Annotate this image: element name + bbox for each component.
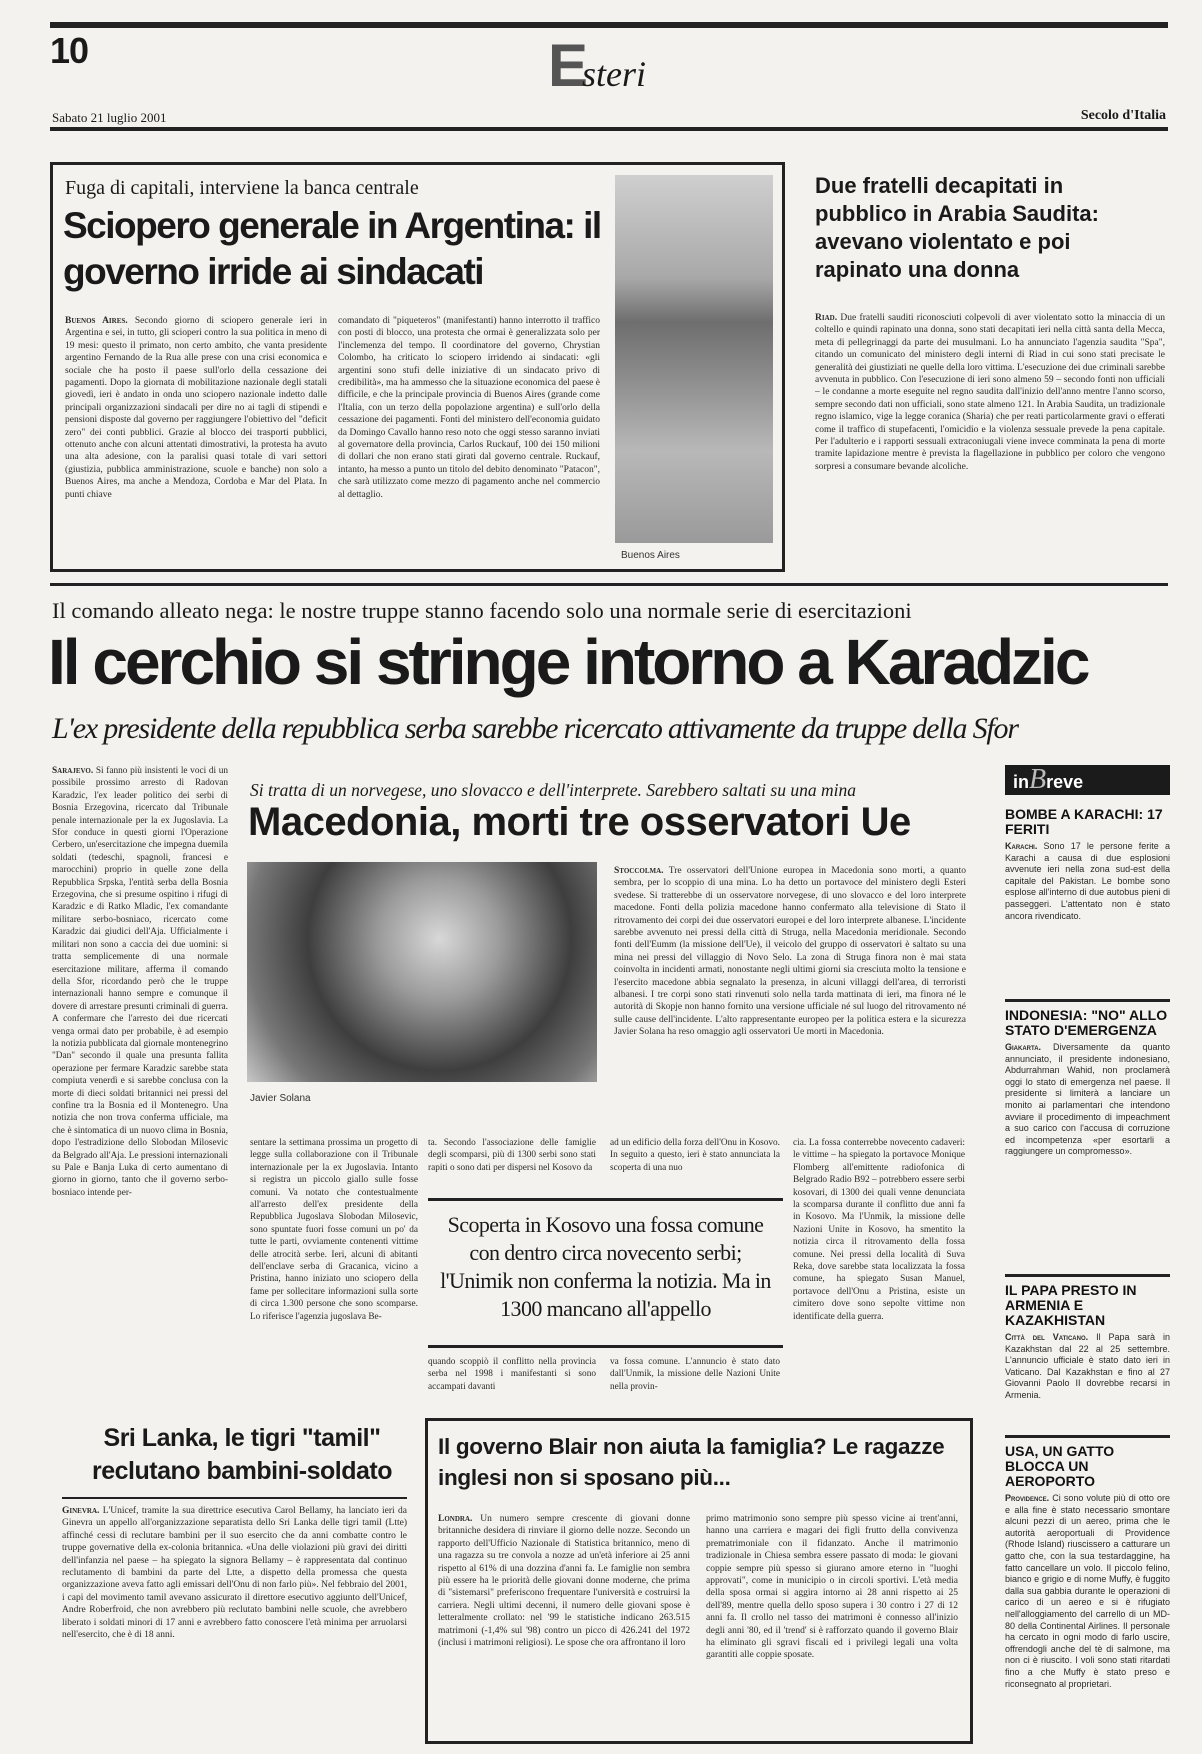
argentina-dateline: Buenos Aires. bbox=[65, 316, 128, 326]
brevi-item-dateline: Karachi. bbox=[1005, 841, 1038, 851]
brevi-column bbox=[1005, 765, 1170, 1740]
karadzic-col3b: quando scoppiò il conflitto nella provincia serba nel 1998 i manifestanti si sono accampati davanti bbox=[428, 1357, 596, 1392]
karadzic-headline: Il cerchio si stringe intorno a Karadzic bbox=[48, 626, 1088, 698]
argentina-col1-text: Secondo giorno di sciopero generale ieri in Argentina e sei, in tutto, gli scioperi contro la sua politica in meno di 19 mesi: questo il primato, non certo ambito, che vanta presidente argentino Fernando de la Rua alle prese con una crisi economica e sociale che ha posto il paese sull'orlo della cessazione dei pagamenti. Dopo la giornata di mobilitazione nazionale degli statali giovedì, ieri è andato in onda uno sciopero nazionale indetto dalle principali organizzazioni sindacali per dire no ai tagli di stipendi e pensioni disposte dal governo per raggiungere l'obiettivo del "deficit zero" dei conti pubblici. Grazie al blocco dei trasporti pubblici, ottenuto anche con alcuni attentati dimostrativi, la protesta ha avuto una alta adesione, con la paralisi quasi totale di vari settori (giustizia, pubblica amministrazione, scuole e banche) non solo a Buenos Aires, ma anche a Mendoza, Cordoba e Mar del Plata. In punti chiave bbox=[65, 316, 327, 500]
karadzic-col2: sentare la settimana prossima un progetto di legge sulla collaborazione con il Tribunale internazionale per la ex Jugoslavia. Intanto si registra un piccolo giallo sulle fosse comuni. Va notato che contestualmente all'arresto dell'ex presidente della Repubblica Jugoslava Slobodan Milosevic, sono spuntate fuori fosse comuni un po' da tutte le parti, ovviamente contenenti vittime delle atrocità serbe. Ieri, alcuni di abitanti dell'enclave serba di Gracanica, vicino a Pristina, hanno iniziato uno sciopero della fame per sollecitare informazioni sulla sorte di circa 1.300 persone che sono scomparse. Lo riferisce l'agenzia jugoslava Be- bbox=[250, 1138, 418, 1322]
srilanka-dateline: Ginevra. bbox=[62, 1506, 100, 1516]
argentina-article bbox=[50, 162, 785, 572]
brevi-item-body bbox=[1005, 1332, 1170, 1427]
brevi-separator bbox=[1005, 1274, 1170, 1277]
blair-dateline: Londra. bbox=[438, 1514, 473, 1524]
macedonia-kicker: Si tratta di un norvegese, uno slovacco e dell'interprete. Sarebbero saltati su una mina bbox=[250, 780, 856, 800]
blair-headline: Il governo Blair non aiuta la famiglia? Le ragazze inglesi non si sposano più... bbox=[438, 1434, 945, 1490]
fossa-box bbox=[428, 1198, 783, 1348]
srilanka-text: L'Unicef, tramite la sua direttrice esecutiva Carol Bellamy, ha lanciato ieri da Ginevra un appello all'organizzazione separatista dello Sri Lanka delle tigri tamil (Ltte) affinché cessi di reclutare bambini per il suo esercito che da anni combatte contro le truppe governative della ex-colonia britannica. «Una delle violazioni più gravi dei diritti dell'infanzia nel paese – ha spiegato la signora Bellamy – è rappresentata dal continuo reclutamento di bambini da parte del Ltte, a dispetto della promessa che questa organizzazione aveva fatto agli emissari dell'Onu di non farlo più». Nel febbraio del 2001, i capi del movimento tamil avevano assicurato il direttore esecutivo aggiunto dell'Unicef, Andre Roberfroid, che non avrebbero più reclutato bambini nelle scuole, che avrebbero liberato i soldati minori di 17 anni e avrebbero fatto conoscere l'età minima per arruolarsi nell'esercito, che è di 18 anni. bbox=[62, 1506, 407, 1641]
blair-col1 bbox=[438, 1513, 690, 1733]
brevi-separator bbox=[1005, 999, 1170, 1002]
argentina-col1 bbox=[65, 315, 327, 560]
brevi-item-body bbox=[1005, 1042, 1170, 1266]
brevi-item-text: Ci sono volute più di otto ore e alla fine è stato necessario smontare alcuni pezzi di un aereo, prima che le autorità aeroportuali di Providence (Rhode Island) riuscissero a catturare un gatto che, con la sua testardaggine, ha fatto cancellare un volo. Il piccolo felino, bianco e grigio e di nome Muffy, è fuggito dalla sua gabbia durante le operazioni di carico di un aereo e si è rifugiato nell'alloggiamento del carrello di un MD-80 della Continental Airlines. Il personale ha cercato in ogni modo di farlo uscire, offrendogli anche del tè di salmone, ma non ci è riuscito. I voli sono stati ritardati fino a che Muffy è stato preso e riconsegnato al proprietari. bbox=[1005, 1493, 1170, 1689]
blair-col2: primo matrimonio sono sempre più spesso vicine ai trent'anni, hanno una carriera e magari dei figli frutto della convivenza prematrimoniale con il fidanzato. Anche il matrimonio tradizionale in Chiesa sembra essere passato di moda: le giovani coppie sempre più spesso si giurano amore eterno in "luoghi approvati", come in municipio o in circoli sportivi. L'età media della sposa ormai si aggira intorno ai 28 anni rispetto ai 25 dell'89, mentre quella dello sposo supera i 30 contro i 27 di 12 anni fa. Il crollo nel tasso dei matrimoni è connesso all'inizio degli anni '80, ed il 'trend' si è rafforzato quando il governo Blair ha eliminato gli sgravi fiscali ed i privilegi legali una volta garantiti alle coppie sposate. bbox=[706, 1514, 958, 1661]
javier-solana-caption: Javier Solana bbox=[250, 1093, 311, 1104]
arabia-text-block bbox=[815, 312, 1165, 562]
brevi-item-title: USA, UN GATTO BLOCCA UN AEROPORTO bbox=[1005, 1443, 1115, 1489]
brevi-item-body bbox=[1005, 841, 1170, 991]
karadzic-col1-text: Si fanno più insistenti le voci di un possibile prossimo arresto di Radovan Karadzic, l'ex leader politico dei serbi di Bosnia Erzegovina, ricercato dal Tribunale penale internazionale per la ex Jugoslavia. La Sfor conduce in questi giorni l'Operazione Cerbero, un'esercitazione che impegna duemila soldati (tedeschi, spagnoli, francesi e marocchini) proprio in quelle zone della Repubblica Srpska, l'entità serba della Bosnia Erzegovina, che si presume ospitino i rifugi di Karadzic e di Ratko Mladic, l'ex comandante militare serbo-bosniaco, ricercato come Karadzic dai giudici dell'Aja. Ufficialmente i militari non sono a caccia dei due uomini: si tratta semplicemente di una normale esercitazione militare, afferma il comando della Sfor, ricordando però che le truppe internazionali hanno sempre e comunque il dovere di arrestare presunti criminali di guerra. A confermare che l'arresto dei due ricercati venga ormai dato per probabile, è ad esempio la notizia pubblicata dal giornale montenegrino "Dan" secondo il quale una presunta fallita operazione per fermare Karadzic sarebbe stata compiuta venerdì e si sarebbe conclusa con la morte di dieci soldati britannici nei pressi del confine tra la Bosnia ed il Montenegro. Una notizia che non trova conferma ufficiale, ma che è sintomatica di un nuovo clima in Bosnia, dopo l'estradizione dello Slobodan Milosevic da Belgrado all'Aja. Le pressioni internazionali su Pale e Banja Luka di certo aumentano di giorno in giorno, tanto che il governo serbo-bosniaco intende per- bbox=[52, 766, 228, 1198]
arabia-headline: Due fratelli decapitati in pubblico in Arabia Saudita: avevano violentato e poi rapinato una donna bbox=[815, 173, 1099, 282]
javier-solana-photo bbox=[247, 862, 597, 1082]
page-number: 10 bbox=[50, 30, 89, 71]
section-initial: E bbox=[548, 32, 589, 99]
macedonia-dateline: Stoccolma. bbox=[614, 866, 664, 876]
buenos-aires-photo bbox=[615, 175, 773, 543]
brevi-header-in: in bbox=[1013, 772, 1029, 792]
macedonia-headline: Macedonia, morti tre osservatori Ue bbox=[248, 800, 911, 844]
karadzic-col3: ta. Secondo l'associazione delle famiglie degli scomparsi, più di 1300 serbi sono stati rapiti o sono dati per dispersi nel Kosovo da bbox=[428, 1138, 596, 1173]
karadzic-col1 bbox=[52, 765, 228, 1385]
issue-date: Sabato 21 luglio 2001 bbox=[52, 110, 167, 125]
karadzic-col4b: va fossa comune. L'annuncio è stato dato dall'Unmik, la missione delle Nazioni Unite nella provin- bbox=[610, 1357, 780, 1392]
brevi-separator bbox=[1005, 1435, 1170, 1438]
brevi-header-b: B bbox=[1029, 765, 1047, 795]
argentina-kicker: Fuga di capitali, interviene la banca centrale bbox=[65, 177, 419, 199]
brevi-item-dateline: Giakarta. bbox=[1005, 1042, 1042, 1052]
macedonia-text-block bbox=[614, 865, 966, 1110]
brevi-header bbox=[1005, 765, 1170, 795]
fossa-box-text: Scoperta in Kosovo una fossa comune con dentro circa novecento serbi; l'Unimik non conferma la notizia. Ma in 1300 mancano all'appello bbox=[440, 1212, 771, 1321]
karadzic-col5: cia. La fossa conterrebbe novecento cadaveri: le vittime – ha spiegato la portavoce Monique Flomberg all'emittente radiofonica di Belgrado Radio B92 – potrebbero essere serbi kosovari, di 1300 dei quali venne denunciata la scomparsa durante il conflitto due anni fa in Kosovo. Ma l'Unmik, la missione delle Nazioni Unite in Kosovo, ha smentito la notizia circa il ritrovamento della fossa comune. Nei pressi della località di Suva Reka, dove sarebbe stata localizzata la fossa comune, ha spiegato Susan Manuel, portavoce dell'Onu a Pristina, esiste un cimitero dove sono sepolte vittime non identificate della guerra. bbox=[793, 1138, 965, 1322]
karadzic-col4: ad un edificio della forza dell'Onu in Kosovo. In seguito a questo, ieri è stato annunciata la scoperta di una nuo bbox=[610, 1138, 780, 1173]
section-title bbox=[548, 32, 647, 99]
arabia-text: Due fratelli sauditi riconosciuti colpevoli di aver violentato sotto la minaccia di un coltello e quindi rapinato una donna, sono stati decapitati ieri nella città santa della Mecca, meta di pellegrinaggi da parte dei musulmani. Lo ha annunciato l'agenzia saudita "Spa", citando un comunicato del ministero degli interni di Riad in cui sono stati precisate le generalità dei giustiziati ne quelle della loro vittima. L'esecuzione dei due criminali sarebbe avvenuta in pubblico. Con l'esecuzione di ieri sono almeno 59 – secondo fonti non ufficiali – le condanne a morte eseguite nel regno saudita dall'inizio dell'anno mentre l'anno scorso, sempre secondo dati non ufficiali, sono state almeno 121. In Arabia Saudita, un tradizionale regno islamico, vige la legge coranica (Sharia) che per reati particolarmente gravi o efferati come il traffico di stupefacenti, l'omicidio e la violenza sessuale prevede la pena capitale. Per l'adulterio e i rapporti sessuali extraconiugali viene invece comminata la pena di morte tramite lapidazione mentre è prevista la flagellazione in pubblico per coloro che vengono sorpresi a consumare bevande alcoliche. bbox=[815, 313, 1165, 472]
buenos-aires-caption: Buenos Aires bbox=[621, 550, 680, 561]
arabia-dateline: Riad. bbox=[815, 313, 838, 323]
karadzic-kicker: Il comando alleato nega: le nostre truppe stanno facendo solo una normale serie di esercitazioni bbox=[52, 598, 912, 623]
masthead-rule bbox=[50, 127, 1168, 131]
mid-rule bbox=[50, 583, 1168, 586]
blair-col1-text: Un numero sempre crescente di giovani donne britanniche desidera di rinviare il giorno delle nozze. Secondo un rapporto dell'Ufficio Nazionale di Statistica britannico, meno di una ragazza su tre convola a nozze ad un'età inferiore ai 25 anni rispetto al 61% di una dozzina d'anni fa. Le famiglie non sembra più essere ha le priorità delle giovani donne moderne, che prima di "sistemarsi" preferiscono frequentare l'università e costruirsi la carriera. Negli ultimi decenni, il numero delle giovani spose è letteralmente crollato: nel '99 le statistiche indicano 263.515 matrimoni (-1,4% sul '98) contro un picco di 426.241 del 1972 (inclusi i matrimoni religiosi). Le spose che ora affrontano il loro bbox=[438, 1514, 690, 1649]
blair-article bbox=[425, 1418, 973, 1744]
brevi-item-title: IL PAPA PRESTO IN ARMENIA E KAZAKHISTAN bbox=[1005, 1282, 1137, 1328]
section-rest: steri bbox=[582, 54, 647, 94]
brevi-item-title: BOMBE A KARACHI: 17 FERITI bbox=[1005, 806, 1163, 837]
brevi-header-rest: reve bbox=[1046, 772, 1084, 792]
brevi-item-title: INDONESIA: "NO" ALLO STATO D'EMERGENZA bbox=[1005, 1007, 1168, 1038]
karadzic-subhead: L'ex presidente della repubblica serba sarebbe ricercato attivamente da truppe della Sfor bbox=[52, 712, 1018, 745]
top-rule bbox=[50, 22, 1168, 28]
macedonia-text: Tre osservatori dell'Unione europea in Macedonia sono morti, a quanto sembra, per lo scoppio di una mina. Lo ha detto un portavoce del ministero degli Esteri svedese. Si tratterebbe di un osservatore norvegese, di uno slovacco e del loro interprete macedone. Fonti della polizia macedone hanno confermato alla televisione di Stato il ritrovamento dei corpi dei due osservatori europei e del loro interprete albanese. L'incidente sarebbe avvenuto nei pressi della città di Struga, nella Macedonia meridionale. Secondo fonti dell'Eumm (la missione dell'Ue), il veicolo del gruppo di osservatori è saltato su una mina nei pressi del villaggio di Novo Selo. La zona di Struga finora non è mai stata coinvolta in incidenti armati, nonostante negli ultimi giorni sia cresciuta molto la tensione e l'esercito macedone abbia segnalato la presenza, in alcuni villaggi dell'area, di terroristi albanesi. I tre corpi sono stati rinvenuti solo nella tarda mattinata di ieri, ma finora né le autorità di Skopje non hanno fornito una versione ufficiale né sul luogo del ritrovamento né sulle cause dell'incidente. L'alto rappresentante europeo per la politica estera e la sicurezza Javier Solana ha reso omaggio agli osservatori Ue morti in Macedonia. bbox=[614, 866, 966, 1038]
srilanka-headline: Sri Lanka, le tigri "tamil" reclutano bambini-soldato bbox=[91, 1424, 393, 1485]
brevi-item-dateline: Providence. bbox=[1005, 1493, 1050, 1503]
karadzic-dateline: Sarajevo. bbox=[52, 766, 94, 776]
srilanka-text-block bbox=[62, 1505, 407, 1740]
brevi-item-text: Il Papa sarà in Kazakhstan dal 22 al 25 settembre. L'annuncio ufficiale è stato dato ieri in Vaticano. Dal Kazakhstan e fino al 27 Giovanni Paolo II dovrebbe recarsi in Armenia. bbox=[1005, 1332, 1170, 1400]
srilanka-rule bbox=[62, 1497, 407, 1499]
brevi-item-body bbox=[1005, 1493, 1170, 1740]
argentina-headline: Sciopero generale in Argentina: il governo irride ai sindacati bbox=[63, 205, 601, 292]
argentina-col2: comandato di "piqueteros" (manifestanti) hanno interrotto il traffico con posti di blocco, una protesta che ormai è generalizzata solo per l'inclemenza del tempo. Il coordinatore del governo, Chrystian Colombo, ha criticato lo sciopero irridendo ai sindacati: «gli argentini sono stufi delle iniziative di un sindacato privo di credibilità», ma ha ammesso che la situazione economica del paese è difficile, e che la principale provincia di Buenos Aires (grande come l'Italia, con un terzo della popolazione argentina) e sull'orlo della cessazione dei pagamenti. Fonti del ministero dell'economia guidato da Domingo Cavallo hanno reso noto che oggi stesso saranno inviati al governatore della provincia, Carlos Ruckauf, 100 dei 150 milioni di dollari che non erano stati girati dal governo centrale. Ruckauf, intanto, ha messo a punto un titolo del debito denominato "Patacon", che sarà utilizzato come mezzo di pagamento anche nel commercio al dettaglio. bbox=[338, 316, 600, 500]
brevi-item-text: Sono 17 le persone ferite a Karachi a causa di due esplosioni avvenute ieri nella zona sud-est della capitale del Pakistan. Le bombe sono esplose all'interno di due autobus pieni di passeggeri. L'attentato non è stato ancora rivendicato. bbox=[1005, 841, 1170, 921]
brevi-item-dateline: Città del Vaticano. bbox=[1005, 1332, 1089, 1342]
paper-name: Secolo d'Italia bbox=[1080, 108, 1166, 123]
brevi-item-text: Diversamente da quanto annunciato, il presidente indonesiano, Abdurrahman Wahid, non proclamerà oggi lo stato di emergenza nel paese. Il presidente si limiterà a lanciare un monito ai parlamentari che intendono avviare il procedimento di impeachment a suo carico con l'accusa di corruzione ed incompetenza «per esortarli a raggiungere un compromesso». bbox=[1005, 1042, 1170, 1157]
